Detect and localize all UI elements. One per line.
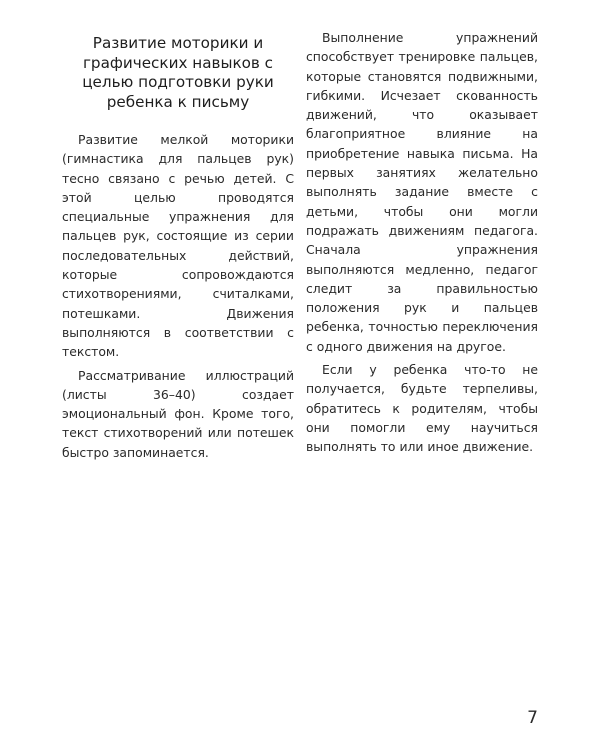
right-paragraph-2: Если у ребенка что-то не получается, будьте терпеливы, обратитесь к родителям, чтобы они помогли ему научиться выполнять то или иное движение. [306, 362, 538, 455]
left-column [62, 28, 294, 466]
left-paragraph-2: Рассматривание иллюстраций (листы 36–40) создает эмоциональный фон. Кроме того, текст стихотворений или потешек быстро запоминается. [62, 367, 294, 460]
page-number: 7 [527, 708, 538, 728]
right-paragraph-1: Выполнение упражнений способствует тренировке пальцев, которые становятся подвижными, гибкими. Исчезает скованность движений, что оказывает благоприятное влияние на приобретение навыка письма. На первых занятиях желательно выполнять задание вместе с детьми, чтобы они могли подражать движениям педагога. Сначала упражнения выполняются медленно, педагог следит за правильностью положения рук и пальцев ребенка, точностью переключения с одного движения на другое. [306, 30, 538, 354]
left-paragraph-1: Развитие мелкой моторики (гимнастика для пальцев рук) тесно связано с речью детей. С этой целью проводятся специальные упражнения для пальцев рук, состоящие из серии последовательных действий, которые сопровождаются стихотворениями, считалками, потешками. Движения выполняются в соответствии с текстом. [62, 132, 294, 360]
section-heading: Развитие моторики и графических навыков с целью подготовки руки ребенка к письму [82, 34, 274, 111]
right-column [306, 28, 538, 461]
